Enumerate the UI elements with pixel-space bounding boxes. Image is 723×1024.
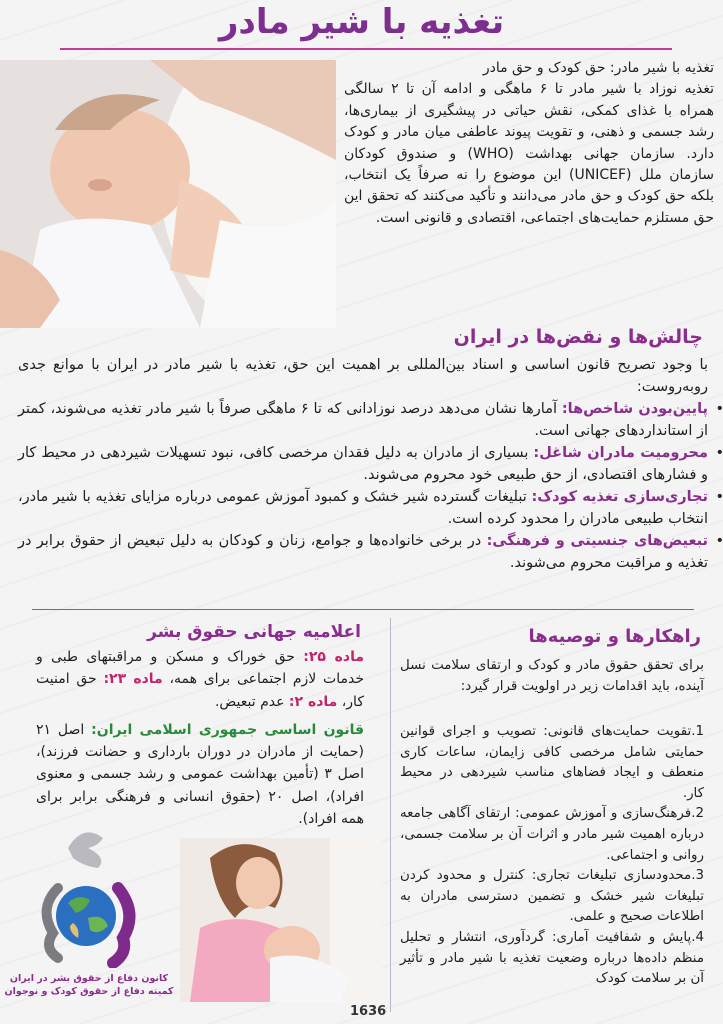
organization-logo [28, 818, 140, 968]
list-item [18, 530, 708, 574]
dove-globe-icon [28, 818, 140, 968]
page-title: تغذیه با شیر مادر [218, 2, 505, 42]
breastfeeding-photo [0, 60, 336, 328]
list-item: 3.محدودسازی تبلیغات تجاری: کنترل و محدود کردن تبلیغات شیر خشک و تضمین دسترسی مادران به اطلاعات صحیح و علمی. [400, 868, 704, 925]
constitution-paragraph [36, 719, 364, 830]
intro-body: تغذیه نوزاد با شیر مادر تا ۶ ماهگی و ادامه آن تا ۲ سالگی همراه با غذای کمکی، نقش حیاتی در پیشگیری از بیماری‌ها، رشد جسمی و ذهنی، و تقویت پیوند عاطفی میان مادر و کودک دارد. سازمان جهانی بهداشت (WHO) و صندوق کودکان سازمان ملل (UNICEF) این موضوع را نه صرفاً یک انتخاب، بلکه حق کودک و حق مادر می‌دانند و تأکید می‌کنند که تحقق این حق مستلزم حمایت‌های اجتماعی، اقتصادی و قانونی است. [344, 81, 715, 226]
challenges-heading: چالش‌ها و نقض‌ها در ایران [453, 326, 703, 348]
article-25-label: ماده ۲۵: [303, 649, 364, 665]
list-item-key: محرومیت مادران شاغل: [533, 445, 708, 461]
list-item-text: بسیاری از مادران به دلیل فقدان مرخصی کافی، نبود تسهیلات شیردهی در محیط کار و فشارهای اقتصادی، از حق طبیعی خود محروم می‌شوند. [18, 445, 708, 483]
organization-name [4, 972, 174, 998]
list-item [18, 486, 708, 530]
organization-line-2: کمیته دفاع از حقوق کودک و نوجوان [4, 986, 174, 997]
mother-baby-photo [180, 838, 382, 1002]
list-item-key: تجاری‌سازی تغذیه کودک: [531, 489, 708, 505]
mother-baby-illustration [180, 838, 382, 1002]
declaration-heading: اعلامیه جهانی حقوق بشر [147, 622, 361, 642]
article-25-text: حق خوراک و مسکن و مراقبتهای طبی و خدمات لازم اجتماعی برای همه، [36, 649, 364, 688]
challenges-intro: با وجود تصریح قانون اساسی و اسناد بین‌المللی بر اهمیت این حق، تغذیه با شیر مادر در ایران با موانع جدی روبه‌روست: [18, 357, 708, 395]
list-item-text: در برخی خانواده‌ها و جوامع، زنان و کودکان به دلیل تبعیض از حقوق برابر در تغذیه و مراقبت محروم می‌شوند. [18, 533, 708, 571]
intro-heading: تغذیه با شیر مادر: حق کودک و حق مادر [482, 60, 714, 76]
list-item: 1.تقویت حمایت‌های قانونی: تصویب و اجرای قوانین حمایتی شامل مرخصی کافی زایمان، ساعات کاری منعطف و ایجاد فضاهای مناسب شیردهی در محیط کار. [400, 724, 704, 801]
constitution-label: قانون اساسی جمهوری اسلامی ایران: [91, 721, 364, 738]
list-item-text: تبلیغات گسترده شیر خشک و کمبود آموزش عمومی درباره مزایای تغذیه با شیر مادر، انتخاب طبیعی مادران را محدود کرده است. [18, 489, 708, 527]
article-2-label: ماده ۲: [288, 693, 338, 710]
list-item-key: پایین‌بودن شاخص‌ها: [561, 401, 709, 417]
article-23-label: ماده ۲۳: [103, 671, 163, 688]
list-item: 2.فرهنگ‌سازی و آموزش عمومی: ارتقای آگاهی جامعه درباره اهمیت شیر مادر و اثرات آن بر سلامت جسمی، روانی و اجتماعی. [400, 806, 704, 863]
recommendations-heading: راهکارها و توصیه‌ها [528, 626, 701, 647]
intro-text [344, 58, 714, 229]
organization-line-1: کانون دفاع از حقوق بشر در ایران [9, 973, 169, 984]
breastfeeding-illustration [0, 60, 336, 328]
page-number: 1636 [350, 1004, 387, 1019]
section-divider [32, 609, 694, 610]
title-underline [60, 48, 672, 50]
list-item [18, 398, 708, 442]
list-item-text: آمارها نشان می‌دهد درصد نوزادانی که تا ۶ ماهگی صرفاً با شیر مادر تغذیه می‌شوند، کمتر از استانداردهای جهانی است. [18, 401, 708, 439]
constitution-text: اصل ۲۱ (حمایت از مادران در دوران بارداری و حضانت فرزند)، اصل ۳ (تأمین بهداشت عمومی و رشد جسمی و معنوی افراد)، اصل ۲۰ (حقوق انسانی و فرهنگی برابر برای همه افراد). [36, 721, 364, 828]
column-divider [390, 618, 391, 1012]
recommendations-list [400, 722, 704, 990]
article-23-text: حق امنیت کار، [36, 671, 364, 710]
challenges-list [18, 398, 723, 574]
declaration-text [36, 646, 364, 830]
list-item-key: تبعیض‌های جنسیتی و فرهنگی: [486, 533, 708, 549]
article-2-text: عدم تبعیض. [214, 693, 289, 710]
list-item [18, 442, 708, 486]
recommendations-intro: برای تحقق حقوق مادر و کودک و ارتقای سلامت نسل آینده، باید اقدامات زیر در اولویت قرار گیرد: [400, 658, 704, 694]
list-item: 4.پایش و شفافیت آماری: گردآوری، انتشار و تحلیل منظم داده‌ها درباره وضعیت تغذیه با شیر مادر و تأثیر آن بر سلامت کودک [400, 929, 704, 987]
declaration-articles [36, 646, 364, 713]
